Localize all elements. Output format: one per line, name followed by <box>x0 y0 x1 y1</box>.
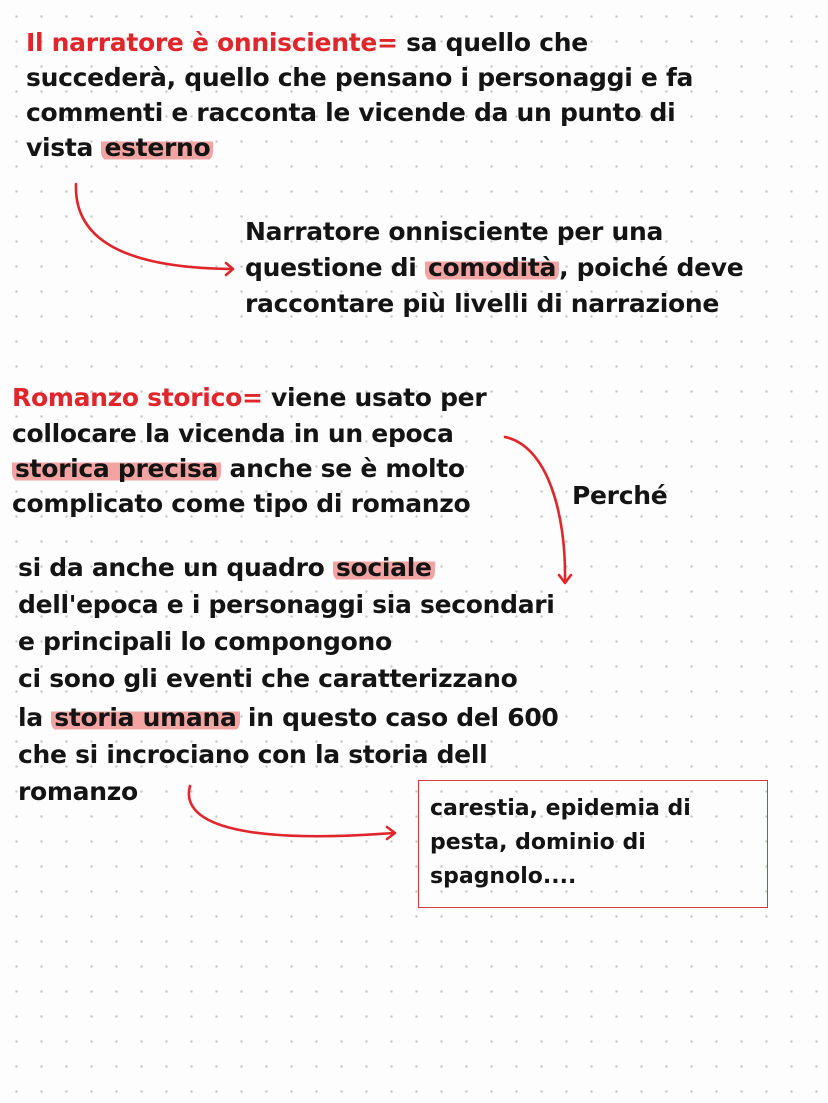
narratore-line3: commenti e racconta le vicende da un punto di <box>26 98 676 127</box>
quadro-line5-post: in questo caso del 600 <box>239 703 559 732</box>
highlight-esterno: esterno <box>101 133 213 162</box>
box-line1: carestia, epidemia di <box>430 796 691 821</box>
narratore-line2: succederà, quello che pensano i personaggi e fa <box>26 63 694 92</box>
romanzo-line2: collocare la vicenda in un epoca <box>12 419 454 448</box>
box-line2: pesta, dominio di <box>430 830 646 855</box>
highlight-sociale: sociale <box>333 553 435 582</box>
comodita-line2-post: , poiché deve <box>559 253 744 282</box>
narratore-line4-pre: vista <box>26 133 102 162</box>
highlight-storia-umana: storia umana <box>51 703 239 732</box>
highlight-storica-precisa: storica precisa <box>12 454 221 483</box>
romanzo-line4: complicato come tipo di romanzo <box>12 489 471 518</box>
comodita-line3: raccontare più livelli di narrazione <box>245 289 720 318</box>
box-line3: spagnolo.... <box>430 864 577 889</box>
highlight-comodita: comodità <box>425 253 559 282</box>
arrow-romanzo-to-box <box>189 786 393 836</box>
romanzo-storico-heading: Romanzo storico= <box>12 383 263 412</box>
arrow-romanzo-to-quadro <box>505 437 565 580</box>
quadro-line3: e principali lo compongono <box>18 627 392 656</box>
quadro-line4: ci sono gli eventi che caratterizzano <box>18 664 518 693</box>
quadro-line7: romanzo <box>18 777 138 806</box>
narratore-heading: Il narratore è onnisciente= <box>26 28 398 57</box>
quadro-line6: che si incrociano con la storia dell <box>18 740 488 769</box>
romanzo-line3-post: anche se è molto <box>221 454 465 483</box>
quadro-line1-pre: si da anche un quadro <box>18 553 333 582</box>
romanzo-line1-rest: viene usato per <box>262 383 487 412</box>
comodita-line1: Narratore onnisciente per una <box>245 217 664 246</box>
quadro-line5-pre: la <box>18 703 52 732</box>
perche-label: Perché <box>572 481 668 510</box>
quadro-line2: dell'epoca e i personaggi sia secondari <box>18 590 555 619</box>
narratore-line1-rest: sa quello che <box>397 28 588 57</box>
arrow-narratore-to-comodita <box>76 184 232 269</box>
comodita-line2-pre: questione di <box>245 253 425 282</box>
